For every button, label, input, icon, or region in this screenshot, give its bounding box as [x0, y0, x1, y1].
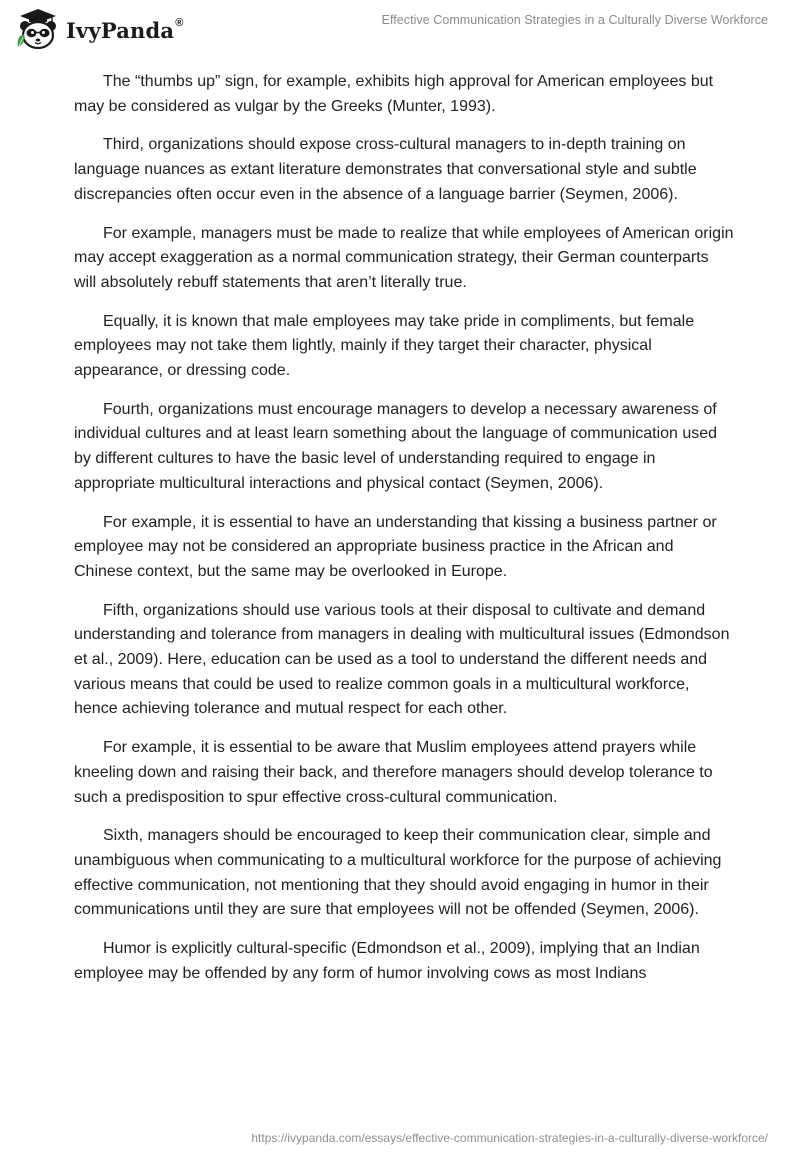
paragraph: Humor is explicitly cultural-specific (Edmondson et al., 2009), implying that an Indian employee may be offended by any form of humor involving cows as most Indians	[74, 940, 700, 982]
paragraph: For example, it is essential to have an understanding that kissing a business partner or employee may not be considered an appropriate business practice in the African and Chinese context, but the same may be overlooked in Europe.	[74, 513, 717, 580]
paragraph: Third, organizations should expose cross-cultural managers to in-depth training on language nuances as extant literature demonstrates that conversational style and subtle discrepancies often occur even in the absence of a language barrier (Seymen, 2006).	[74, 136, 697, 203]
essay-body	[74, 70, 734, 1001]
paragraph: For example, it is essential to be aware that Muslim employees attend prayers while kneeling down and raising their back, and therefore managers should develop tolerance to such a predisposition to spur effective cross-cultural communication.	[74, 739, 713, 806]
document-title: Effective Communication Strategies in a Culturally Diverse Workforce	[381, 13, 768, 27]
paragraph: Equally, it is known that male employees may take pride in compliments, but female employees may not take them lightly, mainly if they target their character, physical appearance, or dressing code.	[74, 312, 695, 380]
paragraph: Sixth, managers should be encouraged to keep their communication clear, simple and unambiguous when communicating to a multicultural workforce for the purpose of achieving effective communication, not mentioning that they should avoid engaging in humor in their communications until they are sure that employees will not be offended (Seymen, 2006).	[74, 827, 722, 919]
paragraph: Fifth, organizations should use various tools at their disposal to cultivate and demand understanding and tolerance from managers in dealing with multicultural issues (Edmondson et al., 2009). Here, education can be used as a tool to understand the different needs and various means that could be used to realize common goals in a multicultural workforce, hence achieving tolerance and mutual respect for each other.	[74, 601, 730, 718]
logo-text: IvyPanda®	[66, 16, 184, 43]
page-header	[0, 0, 800, 56]
ivypanda-logo[interactable]	[14, 8, 184, 50]
panda-logo-icon	[14, 7, 62, 51]
paragraph: For example, managers must be made to realize that while employees of American origin may accept exaggeration as a normal communication strategy, their German counterparts will absolutely rebuff statements that aren’t literally true.	[74, 224, 734, 291]
paragraph: The “thumbs up” sign, for example, exhibits high approval for American employees but may be considered as vulgar by the Greeks (Munter, 1993).	[74, 73, 714, 115]
paragraph: Fourth, organizations must encourage managers to develop a necessary awareness of individual cultures and at least learn something about the language of communication used by different cultures to have the basic level of understanding required to engage in appropriate multicultural interactions and physical contact (Seymen, 2006).	[74, 400, 718, 492]
source-url-link[interactable]: https://ivypanda.com/essays/effective-communication-strategies-in-a-culturally-diverse-workforce/	[251, 1131, 768, 1145]
registered-mark: ®	[175, 16, 184, 29]
